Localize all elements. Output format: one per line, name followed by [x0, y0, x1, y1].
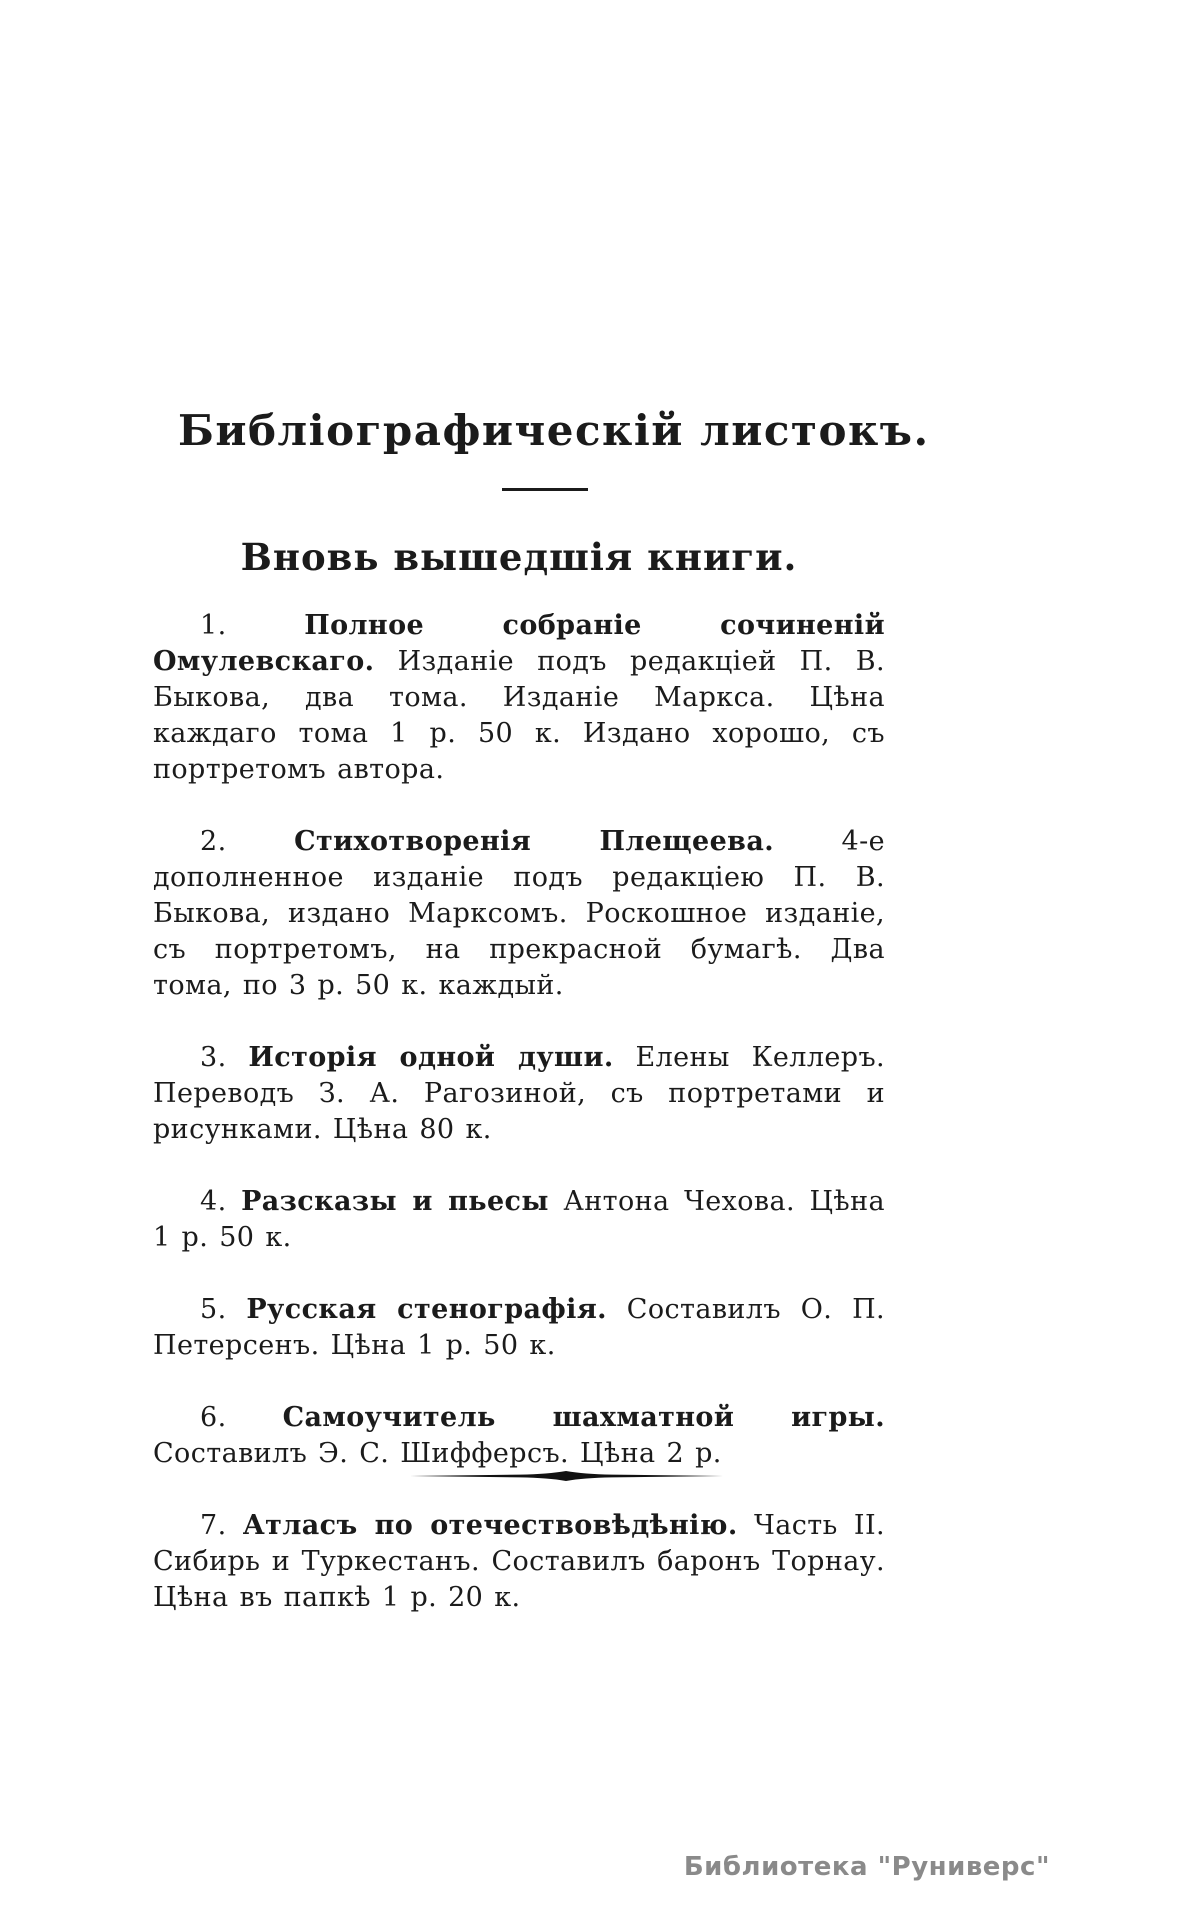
text-column	[153, 0, 930, 1616]
entry-text: Изданіе подъ редакціей П. В. Быкова, два тома. Изданіе Маркса. Цѣна каждаго тома 1 р. 50 к. Издано хорошо, съ портретомъ автора.	[153, 645, 885, 785]
book-list	[153, 608, 885, 1616]
entry-title: Полное собраніе сочиненій Омулевскаго.	[153, 609, 886, 677]
book-entry	[153, 1508, 885, 1616]
tailpiece-ornament-icon	[410, 1470, 723, 1482]
entry-text: 4-е дополненное изданіе подъ редакціею П. В. Быкова, издано Марксомъ. Роскошное изданіе, съ портретомъ, на прекрасной бумагѣ. Два тома, по 3 р. 50 к. каждый.	[153, 825, 886, 1001]
page-title: Библіографическій листокъ.	[178, 406, 930, 455]
entry-title: Самоучитель шахматной игры.	[282, 1401, 886, 1433]
entry-number: 2.	[200, 825, 227, 857]
entry-title: Исторія одной души.	[248, 1041, 614, 1073]
entry-title: Стихотворенія Плещеева.	[294, 825, 775, 857]
section-heading: Вновь вышедшія книги.	[240, 535, 798, 580]
title-divider-rule	[502, 488, 588, 491]
entry-title: Разсказы и пьесы	[241, 1185, 549, 1217]
entry-text: Составилъ О. П. Петерсенъ. Цѣна 1 р. 50 к.	[153, 1293, 885, 1361]
book-entry	[153, 824, 885, 1004]
entry-text: Часть II. Сибирь и Туркестанъ. Составилъ баронъ Торнау. Цѣна въ папкѣ 1 р. 20 к.	[153, 1509, 886, 1613]
entry-number: 1.	[200, 609, 227, 641]
entry-text: Составилъ Э. С. Шифферсъ. Цѣна 2 р.	[153, 1437, 722, 1469]
book-entry	[153, 1040, 885, 1148]
library-watermark: Библиотека "Руниверс"	[683, 1852, 1050, 1882]
entry-title: Атласъ по отечествовѣдѣнію.	[242, 1509, 738, 1541]
entry-number: 6.	[200, 1401, 227, 1433]
entry-text: Елены Келлеръ. Переводъ З. А. Рагозиной, съ портретами и рисунками. Цѣна 80 к.	[153, 1041, 886, 1145]
book-entry	[153, 1292, 885, 1364]
tailpiece-divider	[410, 1470, 723, 1482]
entry-text: Антона Чехова. Цѣна 1 р. 50 к.	[153, 1185, 886, 1253]
entry-number: 7.	[200, 1509, 227, 1541]
book-entry	[153, 608, 885, 788]
entry-number: 5.	[200, 1293, 227, 1325]
book-entry	[153, 1184, 885, 1256]
entry-number: 4.	[200, 1185, 227, 1217]
book-entry	[153, 1400, 885, 1472]
entry-title: Русская стенографія.	[246, 1293, 607, 1325]
entry-number: 3.	[200, 1041, 227, 1073]
